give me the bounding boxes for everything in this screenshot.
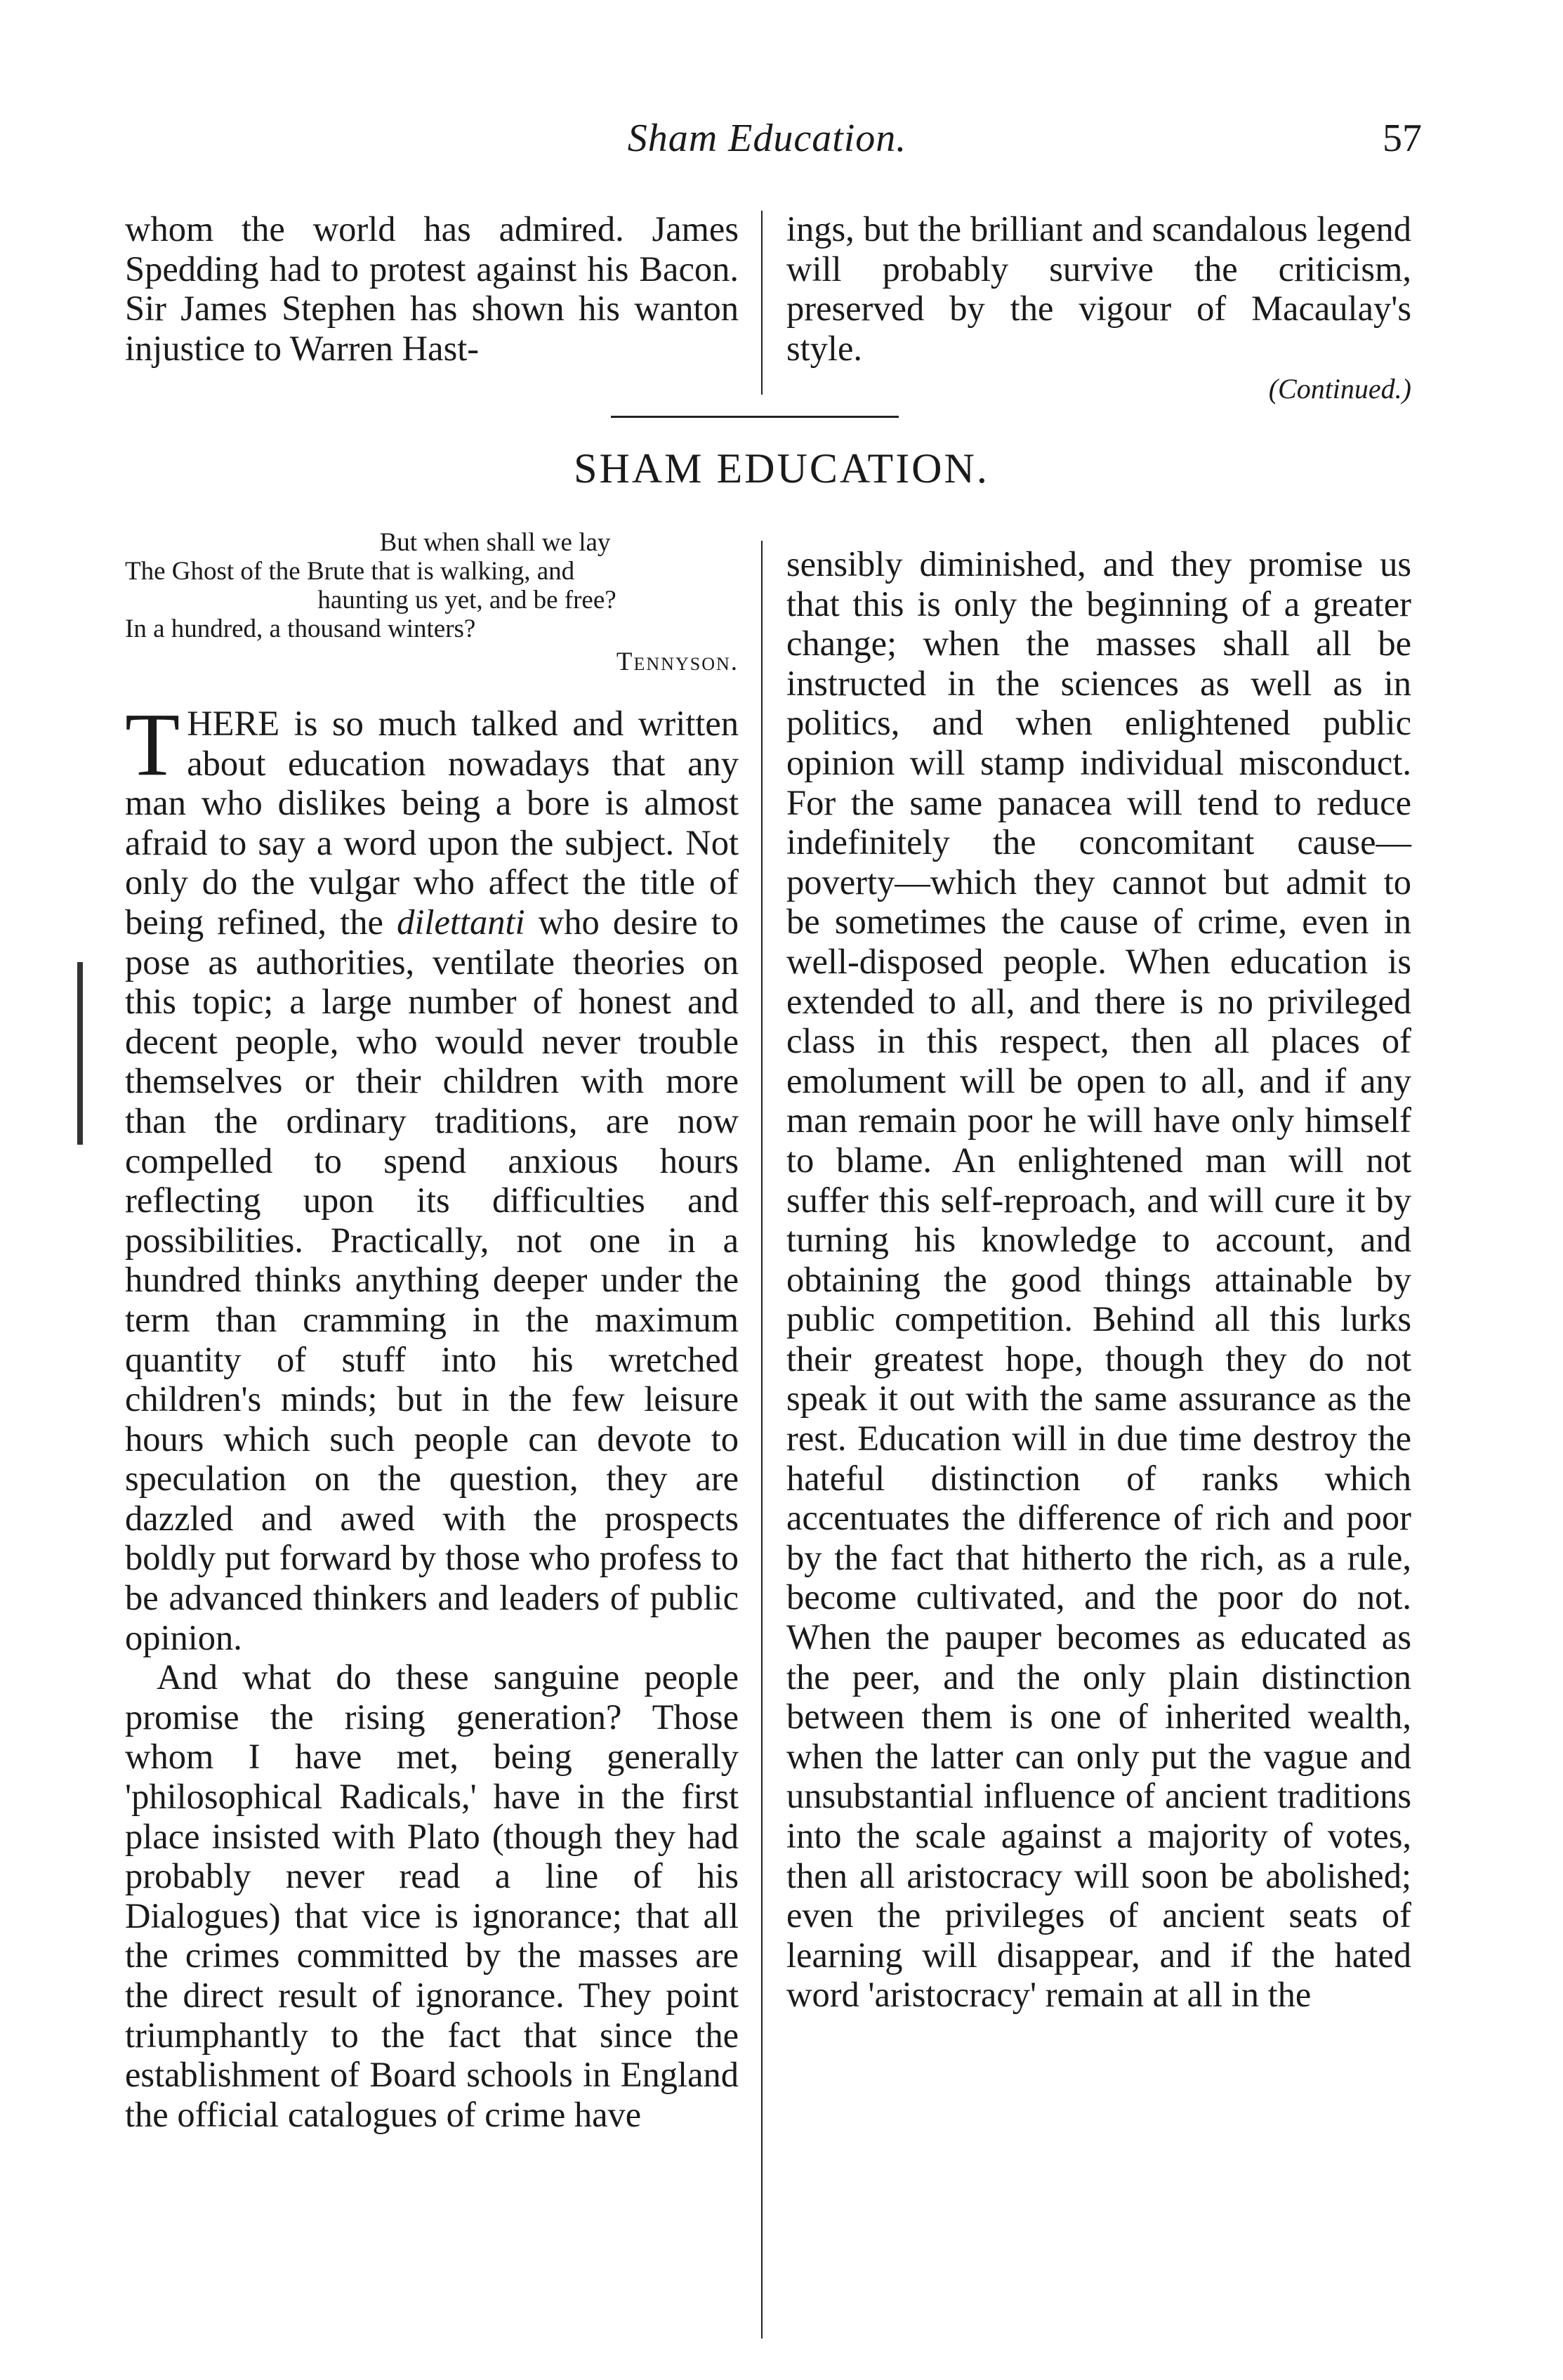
running-title: Sham Education.	[627, 117, 907, 160]
epigraph-line: The Ghost of the Brute that is walking, and	[125, 557, 575, 586]
paragraph-text: who desire to pose as authorities, ventilate theories on this topic; a large number of honest and decent people, who would never trouble themselves or their children with more than the ordinary traditions, are now compelled to spend anxious hours reflecting upon its difficulties and possibilities. Practically, not one in a hundred thinks anything deeper under the term than cramming in the maximum quantity of stuff into his wretched children's minds; but in the few leisure hours which such people can devote to speculation on the question, they are dazzled and awed with the prospects boldly put forward by those who profess to be advanced thinkers and leaders of public opinion.	[125, 902, 739, 1657]
top-right-paragraph: ings, but the brilliant and scandalous legend will probably survive the criticism, preserved by the vigour of Macaulay's style.	[786, 209, 1411, 368]
column-divider-top	[761, 211, 763, 395]
top-right-column	[786, 209, 1411, 368]
epigraph-line: In a hundred, a thousand winters?	[125, 614, 476, 643]
article-title: SHAM EDUCATION.	[574, 445, 989, 492]
top-left-column	[125, 209, 739, 368]
body-paragraph-1	[125, 695, 739, 1657]
page-number: 57	[1383, 117, 1422, 160]
epigraph-line: But when shall we lay	[379, 528, 611, 557]
body-left-column	[125, 695, 739, 2134]
italic-term: dilettanti	[397, 902, 525, 942]
section-rule	[611, 416, 899, 418]
paragraph-text: HERE is so much talked and written about education nowadays that any man who dislikes being a bore is almost afraid to say a word upon the subject. Not only do the vulgar who affect the title of being refined, the	[125, 704, 739, 942]
column-divider-bottom	[761, 541, 763, 2339]
body-paragraph-3: sensibly diminished, and they promise us that this is only the beginning of a greater change; when the masses shall all be instructed in the sciences as well as in politics, and when enlightened public opinion will stamp individual misconduct. For the same panacea will tend to reduce indefinitely the concomitant cause—poverty—which they cannot but admit to be sometimes the cause of crime, even in well-disposed people. When education is extended to all, and there is no privileged class in this respect, then all places of emolument will be open to all, and if any man remain poor he will have only himself to blame. An enlightened man will not suffer this self-reproach, and will cure it by turning his knowledge to account, and obtaining the good things attainable by public competition. Behind all this lurks their greatest hope, though they do not speak it out with the same assurance as the rest. Education will in due time destroy the hateful distinction of ranks which accentuates the difference of rich and poor by the fact that hitherto the rich, as a rule, become cultivated, and the poor do not. When the pauper becomes as educated as the peer, and the only plain distinction between them is one of inherited wealth, when the latter can only put the vague and unsubstantial influence of ancient traditions into the scale against a majority of votes, then all aristocracy will soon be abolished; even the privileges of ancient seats of learning will disappear, and if the hated word 'aristocracy' remain at all in the	[786, 544, 1411, 2015]
epigraph-line: haunting us yet, and be free?	[317, 586, 616, 614]
continued-note: (Continued.)	[1268, 373, 1411, 405]
running-head	[112, 116, 1422, 172]
epigraph-attribution: Tennyson.	[616, 647, 739, 676]
body-paragraph-2: And what do these sanguine people promise the rising generation? Those whom I have met, being generally 'philosophical Radicals,' have in the first place insisted with Plato (though they had probably never read a line of his Dialogues) that vice is ignorance; that all the crimes committed by the masses are the direct result of ignorance. They point triumphantly to the fact that since the establishment of Board schools in England the official catalogues of crime have	[125, 1657, 739, 2134]
drop-cap: T	[125, 695, 180, 794]
body-right-column	[786, 544, 1411, 2015]
epigraph	[125, 528, 739, 676]
top-left-paragraph: whom the world has admired. James Spedding had to protest against his Bacon. Sir James Stephen has shown his wanton injustice to Warren Hast-	[125, 209, 739, 368]
margin-mark	[77, 962, 83, 1145]
